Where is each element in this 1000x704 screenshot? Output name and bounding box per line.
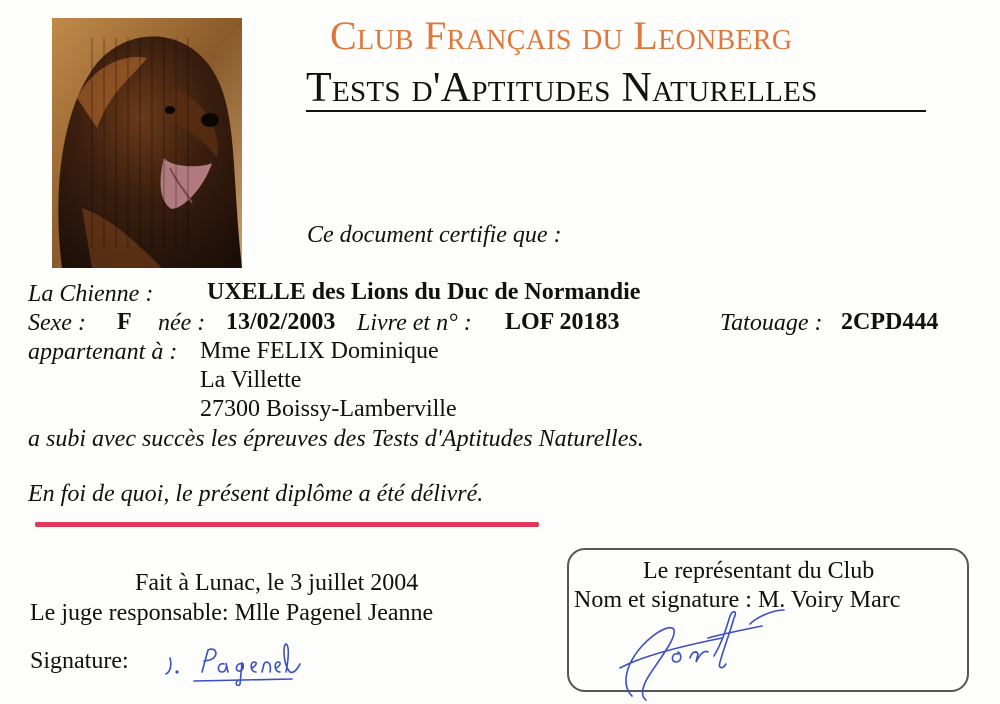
place-date: Fait à Lunac, le 3 juillet 2004 xyxy=(135,570,419,596)
owner-address-line1: La Villette xyxy=(200,367,302,393)
dog-portrait-image xyxy=(52,18,242,268)
owner-name: Mme FELIX Dominique xyxy=(200,338,439,364)
owner-address-line2: 27300 Boissy-Lamberville xyxy=(200,396,457,422)
club-rep-title: Le représentant du Club xyxy=(643,558,875,584)
result-statement: a subi avec succès les épreuves des Tests d'Aptitudes Naturelles. xyxy=(28,426,644,452)
book-number: LOF 20183 xyxy=(505,309,620,335)
owner-label: appartenant à : xyxy=(28,339,178,365)
organization-title: Club Français du Leonberg xyxy=(330,13,793,58)
tattoo-label: Tatouage : xyxy=(720,310,823,336)
club-rep-name: Nom et signature : M. Voiry Marc xyxy=(574,587,901,613)
certify-intro: Ce document certifie que : xyxy=(307,222,562,248)
closing-statement: En foi de quoi, le présent diplôme a été délivré. xyxy=(28,481,484,507)
sex-value: F xyxy=(117,309,132,335)
birth-label: née : xyxy=(158,310,206,336)
dog-label: La Chienne : xyxy=(28,281,154,307)
signature-label: Signature: xyxy=(30,648,129,674)
judge-line: Le juge responsable: Mlle Pagenel Jeanne xyxy=(30,600,434,626)
book-label: Livre et n° : xyxy=(357,310,472,336)
judge-signature xyxy=(160,636,310,686)
red-divider xyxy=(35,522,539,527)
birth-date: 13/02/2003 xyxy=(226,309,336,335)
dog-photo xyxy=(52,18,242,268)
dog-name: UXELLE des Lions du Duc de Normandie xyxy=(207,279,641,305)
certificate-heading: Tests d'Aptitudes Naturelles xyxy=(306,65,818,111)
heading-underline xyxy=(306,110,926,112)
club-rep-signature xyxy=(612,596,792,704)
sex-label: Sexe : xyxy=(28,310,86,336)
tattoo-value: 2CPD444 xyxy=(841,309,939,335)
